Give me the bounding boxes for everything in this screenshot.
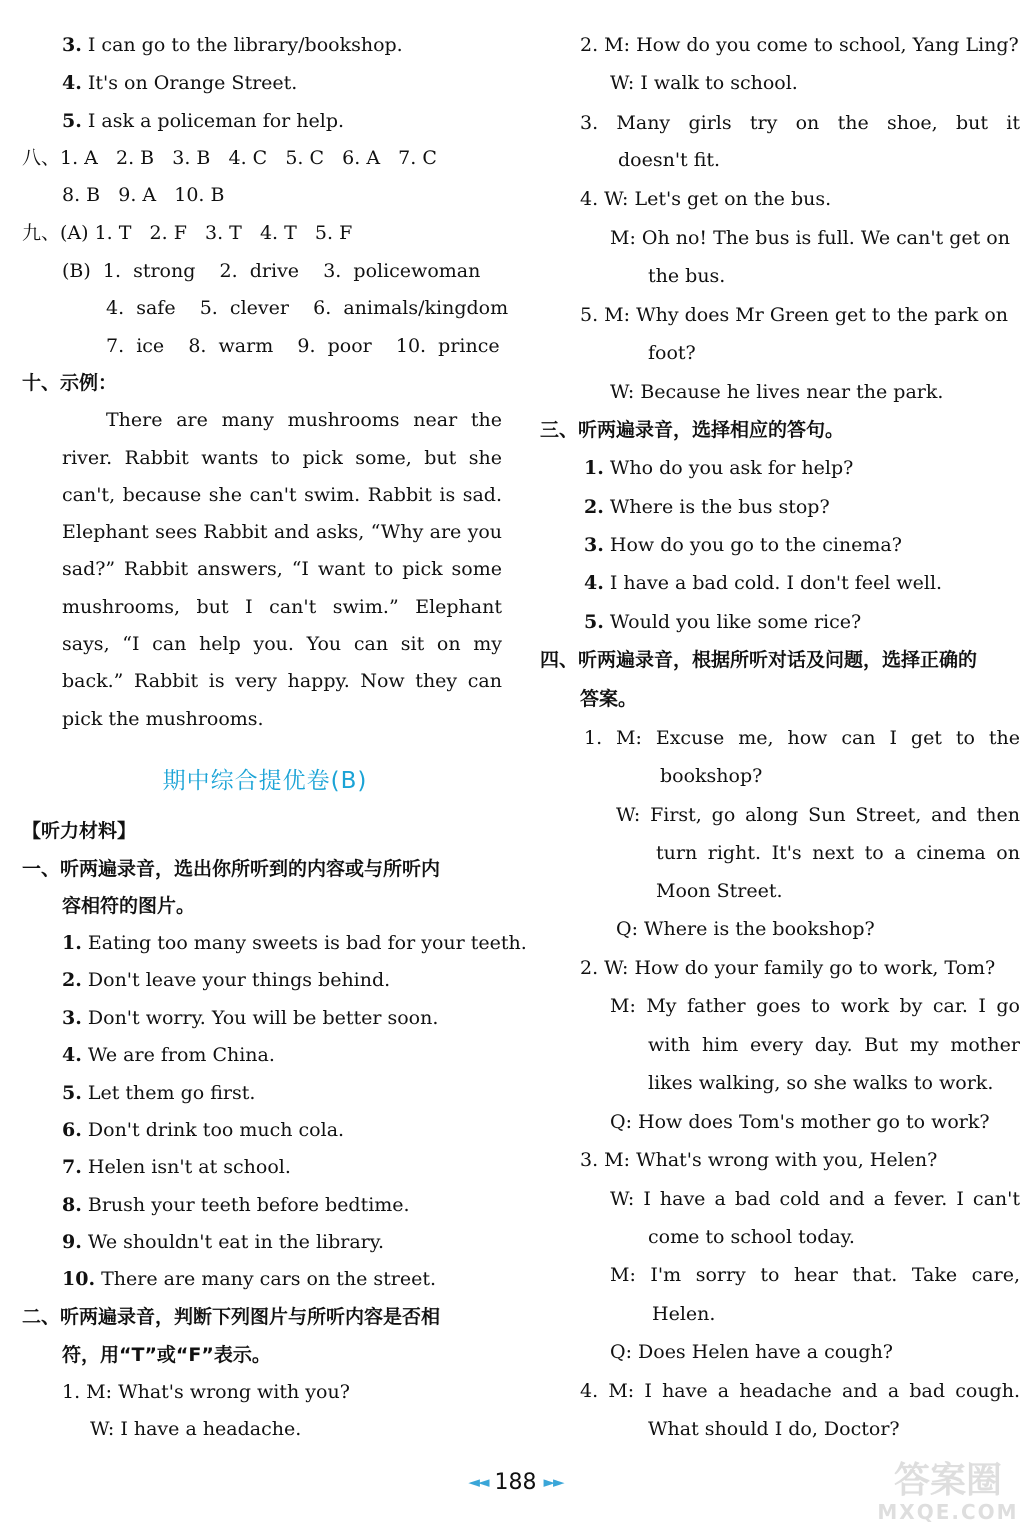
item-text: Let them go first. — [87, 1082, 256, 1104]
item-text: Brush your teeth before bedtime. — [87, 1194, 410, 1216]
dialogue-line: likes walking, so she walks to work. — [648, 1072, 994, 1094]
item-number: 7. — [62, 1156, 82, 1178]
answer-item — [62, 74, 297, 93]
item-text: Where is the bus stop? — [609, 496, 830, 518]
list-item — [62, 1121, 344, 1140]
item-text: I have a bad cold. I don't feel well. — [609, 572, 943, 594]
dialogue-line: Helen. — [652, 1303, 716, 1325]
dialogue-line: W: First, go along Sun Street, and then — [616, 804, 1020, 826]
essay-line: back.” Rabbit is very happy. Now they can — [62, 670, 502, 692]
list-item — [62, 1009, 438, 1028]
dialogue-line: 4. M: I have a headache and a bad cough. — [580, 1380, 1020, 1402]
essay-line: mushrooms, but I can't swim.” Elephant — [62, 596, 502, 618]
item-number: 3. — [62, 34, 82, 56]
dialogue-line: with him every day. But my mother — [648, 1034, 1020, 1056]
item-text: Helen isn't at school. — [87, 1156, 291, 1178]
dialogue-line: W: Because he lives near the park. — [610, 381, 944, 403]
dialogue-line: Moon Street. — [656, 880, 783, 902]
dialogue-line: W: I walk to school. — [610, 72, 798, 94]
list-item — [62, 1084, 255, 1103]
dialogue-line: 1. M: Excuse me, how can I get to the — [584, 727, 1020, 749]
essay-line: says, “I can help you. You can sit on my — [62, 633, 502, 655]
dialogue-line: bookshop? — [660, 765, 763, 787]
dialogue-line: 2. M: How do you come to school, Yang Ling? — [580, 34, 1019, 56]
list-item — [62, 1196, 410, 1215]
section-1-heading: 一、听两遍录音，选出你所听到的内容或与所听内 — [22, 858, 441, 880]
dialogue-line: 3. Many girls try on the shoe, but it — [580, 112, 1020, 134]
item-number: 10. — [62, 1268, 96, 1290]
item-number: 4. — [584, 572, 604, 594]
item-text: We are from China. — [87, 1044, 275, 1066]
list-item — [584, 613, 861, 632]
item-number: 4. — [62, 1044, 82, 1066]
dialogue-line: 2. W: How do your family go to work, Tom? — [580, 957, 996, 979]
answer-item — [62, 112, 344, 131]
item-number: 3. — [584, 534, 604, 556]
essay-line: There are many mushrooms near the — [106, 409, 502, 431]
item-number: 6. — [62, 1119, 82, 1141]
dialogue-line: Q: Does Helen have a cough? — [610, 1341, 893, 1363]
item-text: Don't worry. You will be better soon. — [87, 1007, 439, 1029]
item-text: How do you go to the cinema? — [609, 534, 902, 556]
item-number: 8. — [62, 1194, 82, 1216]
essay-line: sad?” Rabbit answers, “I want to pick some — [62, 558, 502, 580]
list-item — [584, 459, 853, 478]
next-arrows-icon: ►► — [543, 1473, 563, 1491]
watermark-logo — [873, 1462, 1023, 1532]
dialogue-line: M: My father goes to work by car. I go — [610, 995, 1020, 1017]
list-item — [62, 1158, 291, 1177]
essay-line: can't, because she can't swim. Rabbit is sad. — [62, 484, 502, 506]
item-number: 3. — [62, 1007, 82, 1029]
dialogue-line: 1. M: What's wrong with you? — [62, 1381, 350, 1403]
listening-material-label: 【听力材料】 — [22, 820, 137, 842]
list-item — [62, 1233, 384, 1252]
dialogue-line: What should I do, Doctor? — [648, 1418, 900, 1440]
watermark-url: MXQE.COM — [877, 1500, 1019, 1524]
essay-line: pick the mushrooms. — [62, 708, 264, 730]
item-text: Who do you ask for help? — [609, 457, 854, 479]
section-10-heading: 十、示例： — [22, 372, 118, 394]
dialogue-line: turn right. It's next to a cinema on — [656, 842, 1020, 864]
prev-arrows-icon: ◄◄ — [468, 1473, 488, 1491]
dialogue-line: 4. W: Let's get on the bus. — [580, 188, 832, 210]
section-9-part-b-line-3: 7. ice 8. warm 9. poor 10. prince — [106, 335, 500, 357]
exam-title: 期中综合提优卷(B) — [162, 768, 368, 794]
item-text: Don't drink too much cola. — [87, 1119, 345, 1141]
dialogue-line: Q: Where is the bookshop? — [616, 918, 875, 940]
dialogue-line: W: I have a bad cold and a fever. I can't — [610, 1188, 1020, 1210]
item-number: 2. — [62, 969, 82, 991]
item-number: 1. — [62, 932, 82, 954]
item-number: 5. — [62, 110, 82, 132]
list-item — [584, 498, 830, 517]
dialogue-line: come to school today. — [648, 1226, 855, 1248]
dialogue-line: M: Oh no! The bus is full. We can't get on — [610, 227, 1010, 249]
dialogue-line: doesn't fit. — [618, 149, 721, 171]
item-number: 2. — [584, 496, 604, 518]
item-number: 5. — [62, 1082, 82, 1104]
section-9-part-b-line-2: 4. safe 5. clever 6. animals/kingdom — [106, 297, 509, 319]
item-text: I ask a policeman for help. — [87, 110, 345, 132]
item-text: Would you like some rice? — [609, 611, 862, 633]
section-9-part-b-line-1: (B) 1. strong 2. drive 3. policewoman — [62, 260, 481, 282]
item-number: 9. — [62, 1231, 82, 1253]
list-item — [62, 1270, 436, 1289]
item-text: We shouldn't eat in the library. — [87, 1231, 385, 1253]
dialogue-line: W: I have a headache. — [90, 1418, 302, 1440]
item-text: I can go to the library/bookshop. — [87, 34, 403, 56]
item-text: Don't leave your things behind. — [87, 969, 391, 991]
section-4-heading: 四、听两遍录音，根据所听对话及问题，选择正确的 — [540, 649, 978, 671]
dialogue-line: Q: How does Tom's mother go to work? — [610, 1111, 990, 1133]
list-item — [62, 971, 390, 990]
list-item — [62, 934, 527, 953]
list-item — [584, 574, 942, 593]
dialogue-line: M: I'm sorry to hear that. Take care, — [610, 1264, 1020, 1286]
watermark-text: 答案圈 — [893, 1460, 1002, 1501]
item-text: It's on Orange Street. — [87, 72, 298, 94]
item-text: There are many cars on the street. — [101, 1268, 437, 1290]
section-8-answers-line-2: 8. B 9. A 10. B — [62, 184, 225, 206]
section-9-part-a: 九、(A) 1. T 2. F 3. T 4. T 5. F — [22, 222, 353, 244]
item-number: 1. — [584, 457, 604, 479]
answer-item — [62, 36, 403, 55]
dialogue-line: the bus. — [648, 265, 726, 287]
list-item — [62, 1046, 275, 1065]
essay-line: Elephant sees Rabbit and asks, “Why are you — [62, 521, 502, 543]
essay-line: river. Rabbit wants to pick some, but she — [62, 447, 502, 469]
section-1-heading-cont: 容相符的图片。 — [62, 895, 196, 917]
dialogue-line: 3. M: What's wrong with you, Helen? — [580, 1149, 938, 1171]
page-number: 188 — [494, 1470, 537, 1495]
dialogue-line: foot? — [648, 342, 696, 364]
section-2-heading: 二、听两遍录音，判断下列图片与所听内容是否相 — [22, 1306, 441, 1328]
section-2-heading-cont: 符，用“T”或“F”表示。 — [62, 1344, 271, 1366]
section-8-answers-line-1: 八、1. A 2. B 3. B 4. C 5. C 6. A 7. C — [22, 147, 437, 169]
list-item — [584, 536, 902, 555]
section-3-heading: 三、听两遍录音，选择相应的答句。 — [540, 419, 845, 441]
item-number: 5. — [584, 611, 604, 633]
dialogue-line: 5. M: Why does Mr Green get to the park on — [580, 304, 1008, 326]
item-text: Eating too many sweets is bad for your teeth. — [87, 932, 527, 954]
section-4-heading-cont: 答案。 — [580, 688, 638, 710]
item-number: 4. — [62, 72, 82, 94]
